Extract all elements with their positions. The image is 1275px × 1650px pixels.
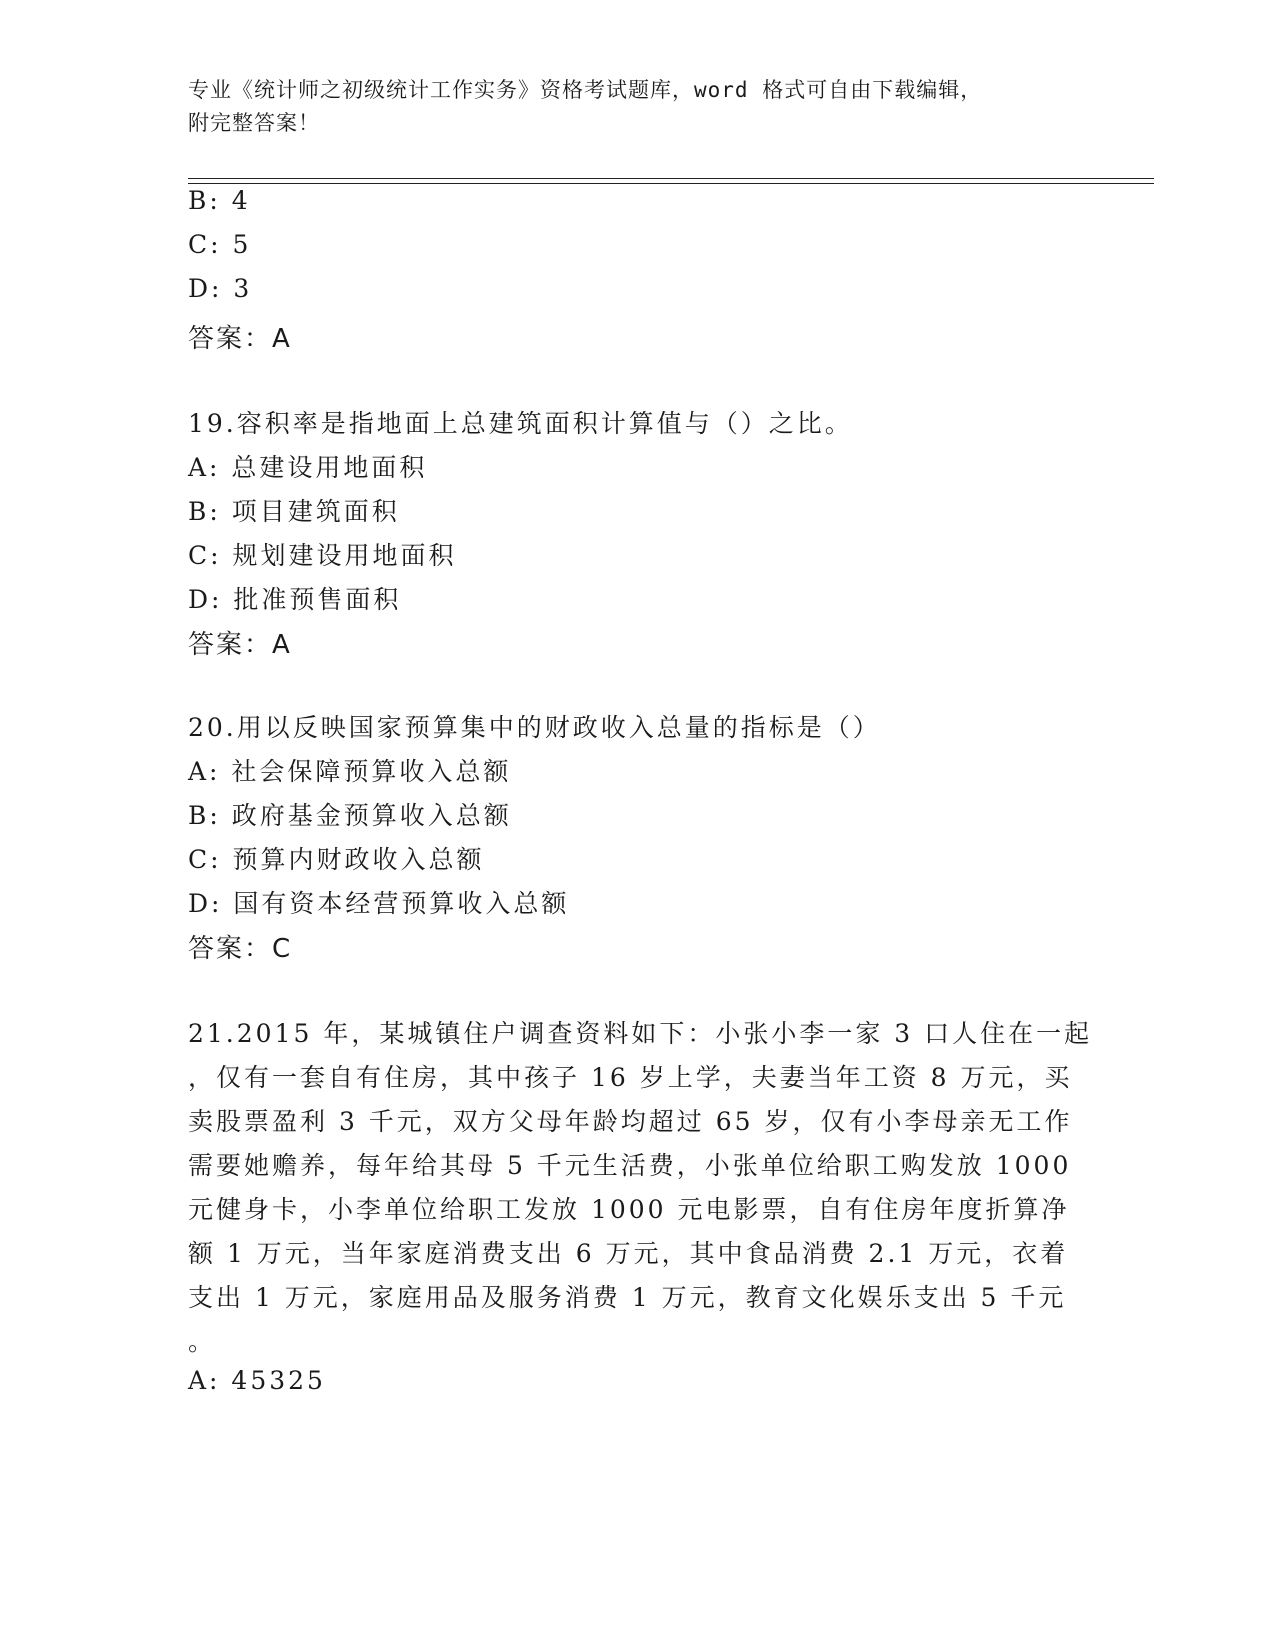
q19-answer: 答案：A <box>188 630 292 660</box>
q20-option-d: D: 国有资本经营预算收入总额 <box>188 889 570 918</box>
q19-option-a: A: 总建设用地面积 <box>188 453 428 482</box>
q20-option-c: C: 预算内财政收入总额 <box>188 845 485 874</box>
q18-option-b: B: 4 <box>188 186 251 215</box>
q18-option-d: D: 3 <box>188 274 253 303</box>
q18-option-c: C: 5 <box>188 230 252 259</box>
header-title-line-1: 专业《统计师之初级统计工作实务》资格考试题库，word 格式可自由下载编辑， <box>188 78 983 102</box>
q19-stem: 19.容积率是指地面上总建筑面积计算值与（）之比。 <box>188 409 853 438</box>
q21-stem-line-6: 额 1 万元，当年家庭消费支出 6 万元，其中食品消费 2.1 万元，衣着 <box>188 1239 1069 1268</box>
header-title-line-2: 附完整答案！ <box>188 111 320 135</box>
q21-stem-line-1: 21.2015 年，某城镇住户调查资料如下：小张小李一家 3 口人住在一起 <box>188 1019 1093 1048</box>
q20-answer: 答案：C <box>188 934 293 964</box>
q21-stem-line-7: 支出 1 万元，家庭用品及服务消费 1 万元，教育文化娱乐支出 5 千元 <box>188 1283 1067 1312</box>
q19-option-c: C: 规划建设用地面积 <box>188 541 457 570</box>
q21-stem-line-8: 。 <box>188 1327 217 1356</box>
q21-stem-line-3: 卖股票盈利 3 千元，双方父母年龄均超过 65 岁，仅有小李母亲无工作 <box>188 1107 1073 1136</box>
q21-stem-line-2: ，仅有一套自有住房，其中孩子 16 岁上学，夫妻当年工资 8 万元，买 <box>188 1063 1073 1092</box>
q21-stem-line-4: 需要她赡养，每年给其母 5 千元生活费，小张单位给职工购发放 1000 <box>188 1151 1072 1180</box>
q20-stem: 20.用以反映国家预算集中的财政收入总量的指标是（） <box>188 713 881 742</box>
q19-option-d: D: 批准预售面积 <box>188 585 402 614</box>
header-divider-bottom <box>188 183 1154 184</box>
q20-option-a: A: 社会保障预算收入总额 <box>188 757 512 786</box>
q20-option-b: B: 政府基金预算收入总额 <box>188 801 512 830</box>
q21-stem-line-5: 元健身卡，小李单位给职工发放 1000 元电影票，自有住房年度折算净 <box>188 1195 1070 1224</box>
q18-answer: 答案：A <box>188 324 292 354</box>
document-header <box>188 74 1068 140</box>
q19-option-b: B: 项目建筑面积 <box>188 497 400 526</box>
q21-option-a: A: 45325 <box>188 1366 326 1395</box>
header-divider-top <box>188 178 1154 179</box>
